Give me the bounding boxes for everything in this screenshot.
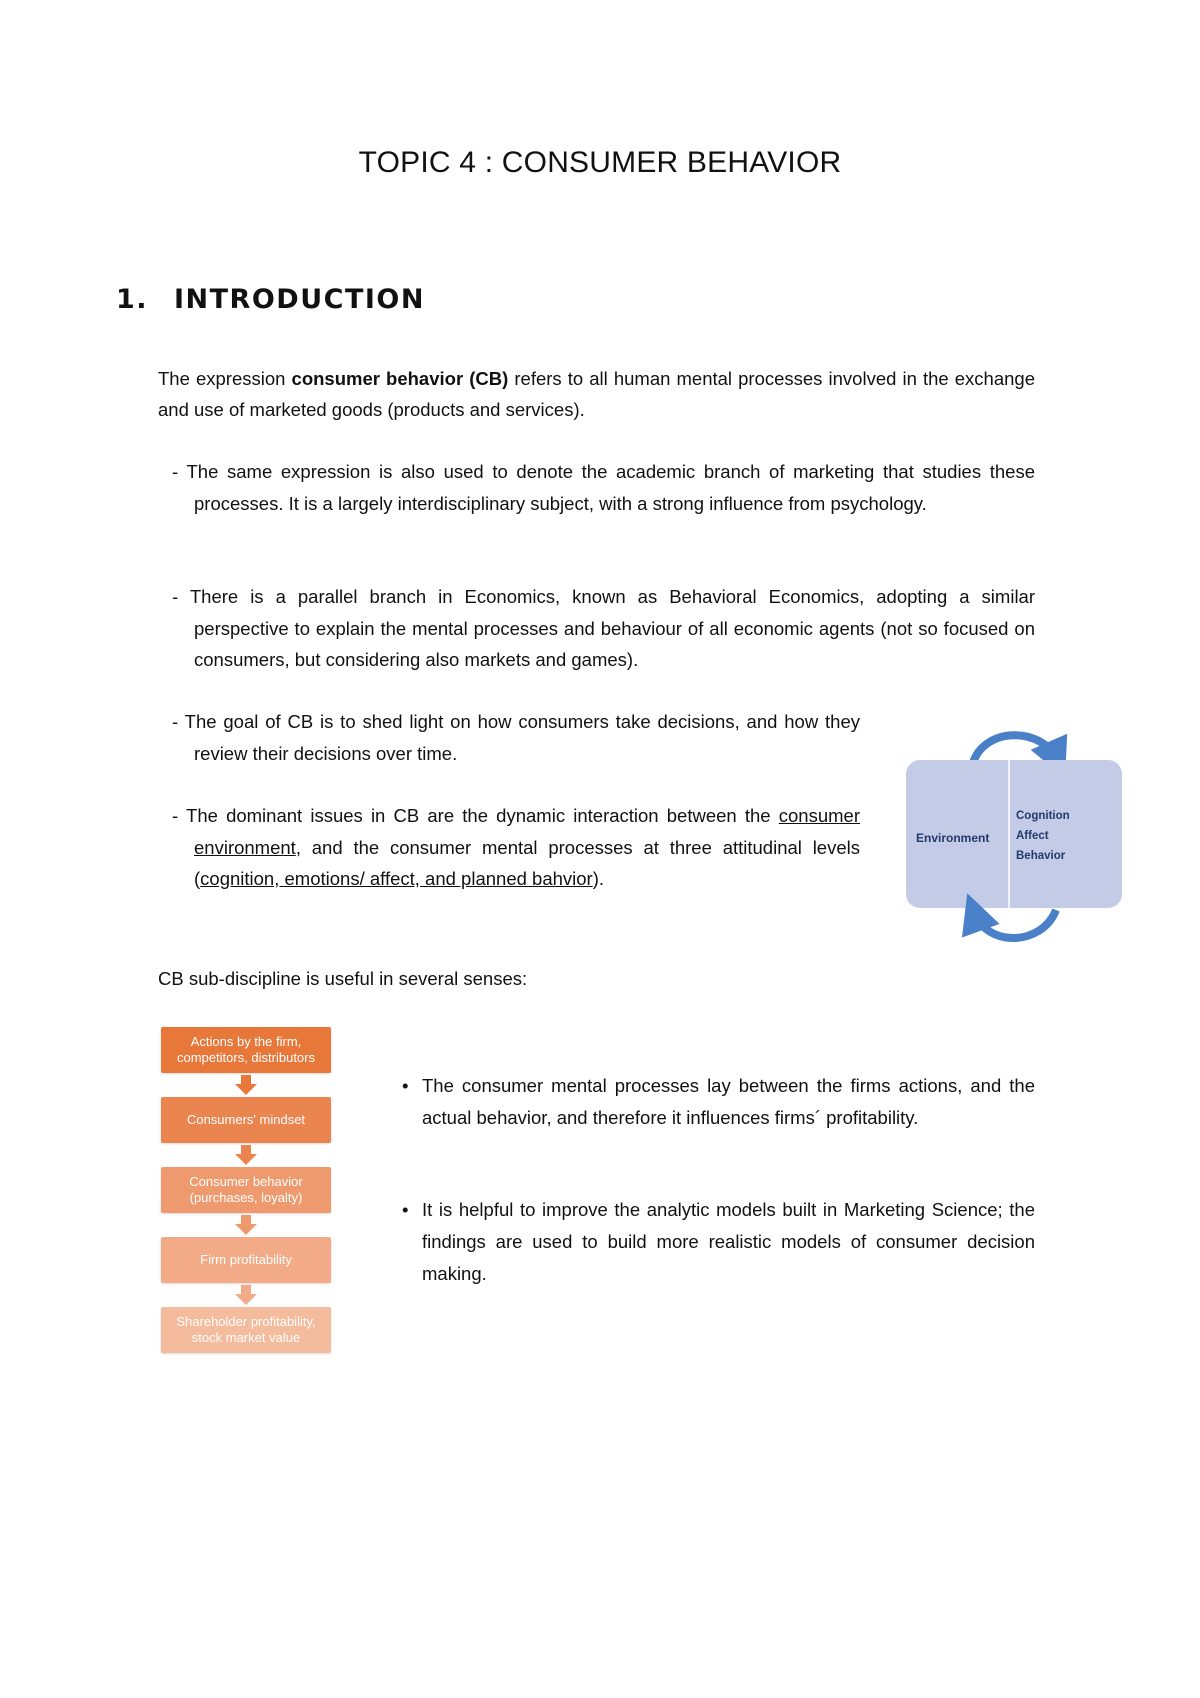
bullet-dot: • <box>402 1199 409 1220</box>
flow-step-firm-profitability: Firm profitability <box>161 1237 331 1283</box>
cycle-arrow-bottom <box>974 910 1056 938</box>
underlined-consumer-environment: consumer environment <box>194 805 860 858</box>
bullet-goal <box>158 706 860 769</box>
flow-step-shareholder-profitability: Shareholder profitability, stock market value <box>161 1307 331 1353</box>
bullet-dot: • <box>402 1075 409 1096</box>
intro-text-post: refers to all human mental processes involved in the exchange and use of marketed goods (products and services). <box>158 368 1036 420</box>
flow-step-consumer-behavior: Consumer behavior (purchases, loyalty) <box>161 1167 331 1213</box>
down-arrow-icon <box>234 1075 258 1095</box>
bullet-text-mid: , and the consumer mental processes at three attitudinal levels ( <box>194 836 860 889</box>
intro-paragraph <box>158 363 1035 425</box>
right-bullet-text: The consumer mental processes lay between the firms actions, and the actual behavior, and therefore it influences firms´ profitability. <box>422 1075 1035 1128</box>
dash-marker: - <box>172 711 179 732</box>
right-bullet-text: It is helpful to improve the analytic models built in Marketing Science; the findings are used to build more realistic models of consumer decision making. <box>422 1199 1035 1284</box>
intro-term: consumer behavior (CB) <box>291 368 509 389</box>
bullet-behavioral-economics <box>158 581 1035 676</box>
cognition-label: Cognition <box>1016 810 1070 822</box>
down-arrow-icon <box>234 1215 258 1235</box>
affect-label: Affect <box>1016 830 1049 842</box>
right-bullet-mental-processes <box>402 1070 1035 1134</box>
section-title: INTRODUCTION <box>174 284 425 315</box>
dash-marker: - <box>172 805 179 826</box>
flow-step-firm-actions: Actions by the firm, competitors, distributors <box>161 1027 331 1073</box>
subheading: CB sub-discipline is useful in several senses: <box>158 968 528 989</box>
down-arrow-icon <box>234 1285 258 1305</box>
flow-step-consumers-mindset: Consumers' mindset <box>161 1097 331 1143</box>
behavior-label: Behavior <box>1016 850 1066 862</box>
right-bullet-analytic-models <box>402 1194 1035 1290</box>
bullet-text-pre: The dominant issues in CB are the dynamic interaction between the <box>186 805 779 826</box>
environment-label: Environment <box>916 831 990 845</box>
cycle-diagram <box>902 716 1126 942</box>
bullet-dominant-issues <box>158 800 860 895</box>
document-title: TOPIC 4 : CONSUMER BEHAVIOR <box>358 146 842 179</box>
bullet-academic-branch <box>158 456 1035 519</box>
intro-text-pre: The expression <box>158 368 292 389</box>
down-arrow-icon <box>234 1145 258 1165</box>
section-heading <box>116 284 425 315</box>
bullet-text: There is a parallel branch in Economics, known as Behavioral Economics, adopting a similar perspective to explain the mental processes and behaviour of all economic agents (not so focused on consumers, but considering also markets and games). <box>189 586 1036 670</box>
bullet-text: The same expression is also used to denote the academic branch of marketing that studies these processes. It is a largely interdisciplinary subject, with a strong influence from psychology. <box>186 461 1035 514</box>
section-number: 1. <box>116 284 149 315</box>
underlined-attitudinal-levels: cognition, emotions/ affect, and planned bahvior <box>200 868 593 889</box>
bullet-text-post: ). <box>592 868 605 889</box>
bullet-text: The goal of CB is to shed light on how consumers take decisions, and how they review their decisions over time. <box>184 711 860 764</box>
dash-marker: - <box>172 586 179 607</box>
dash-marker: - <box>172 461 179 482</box>
